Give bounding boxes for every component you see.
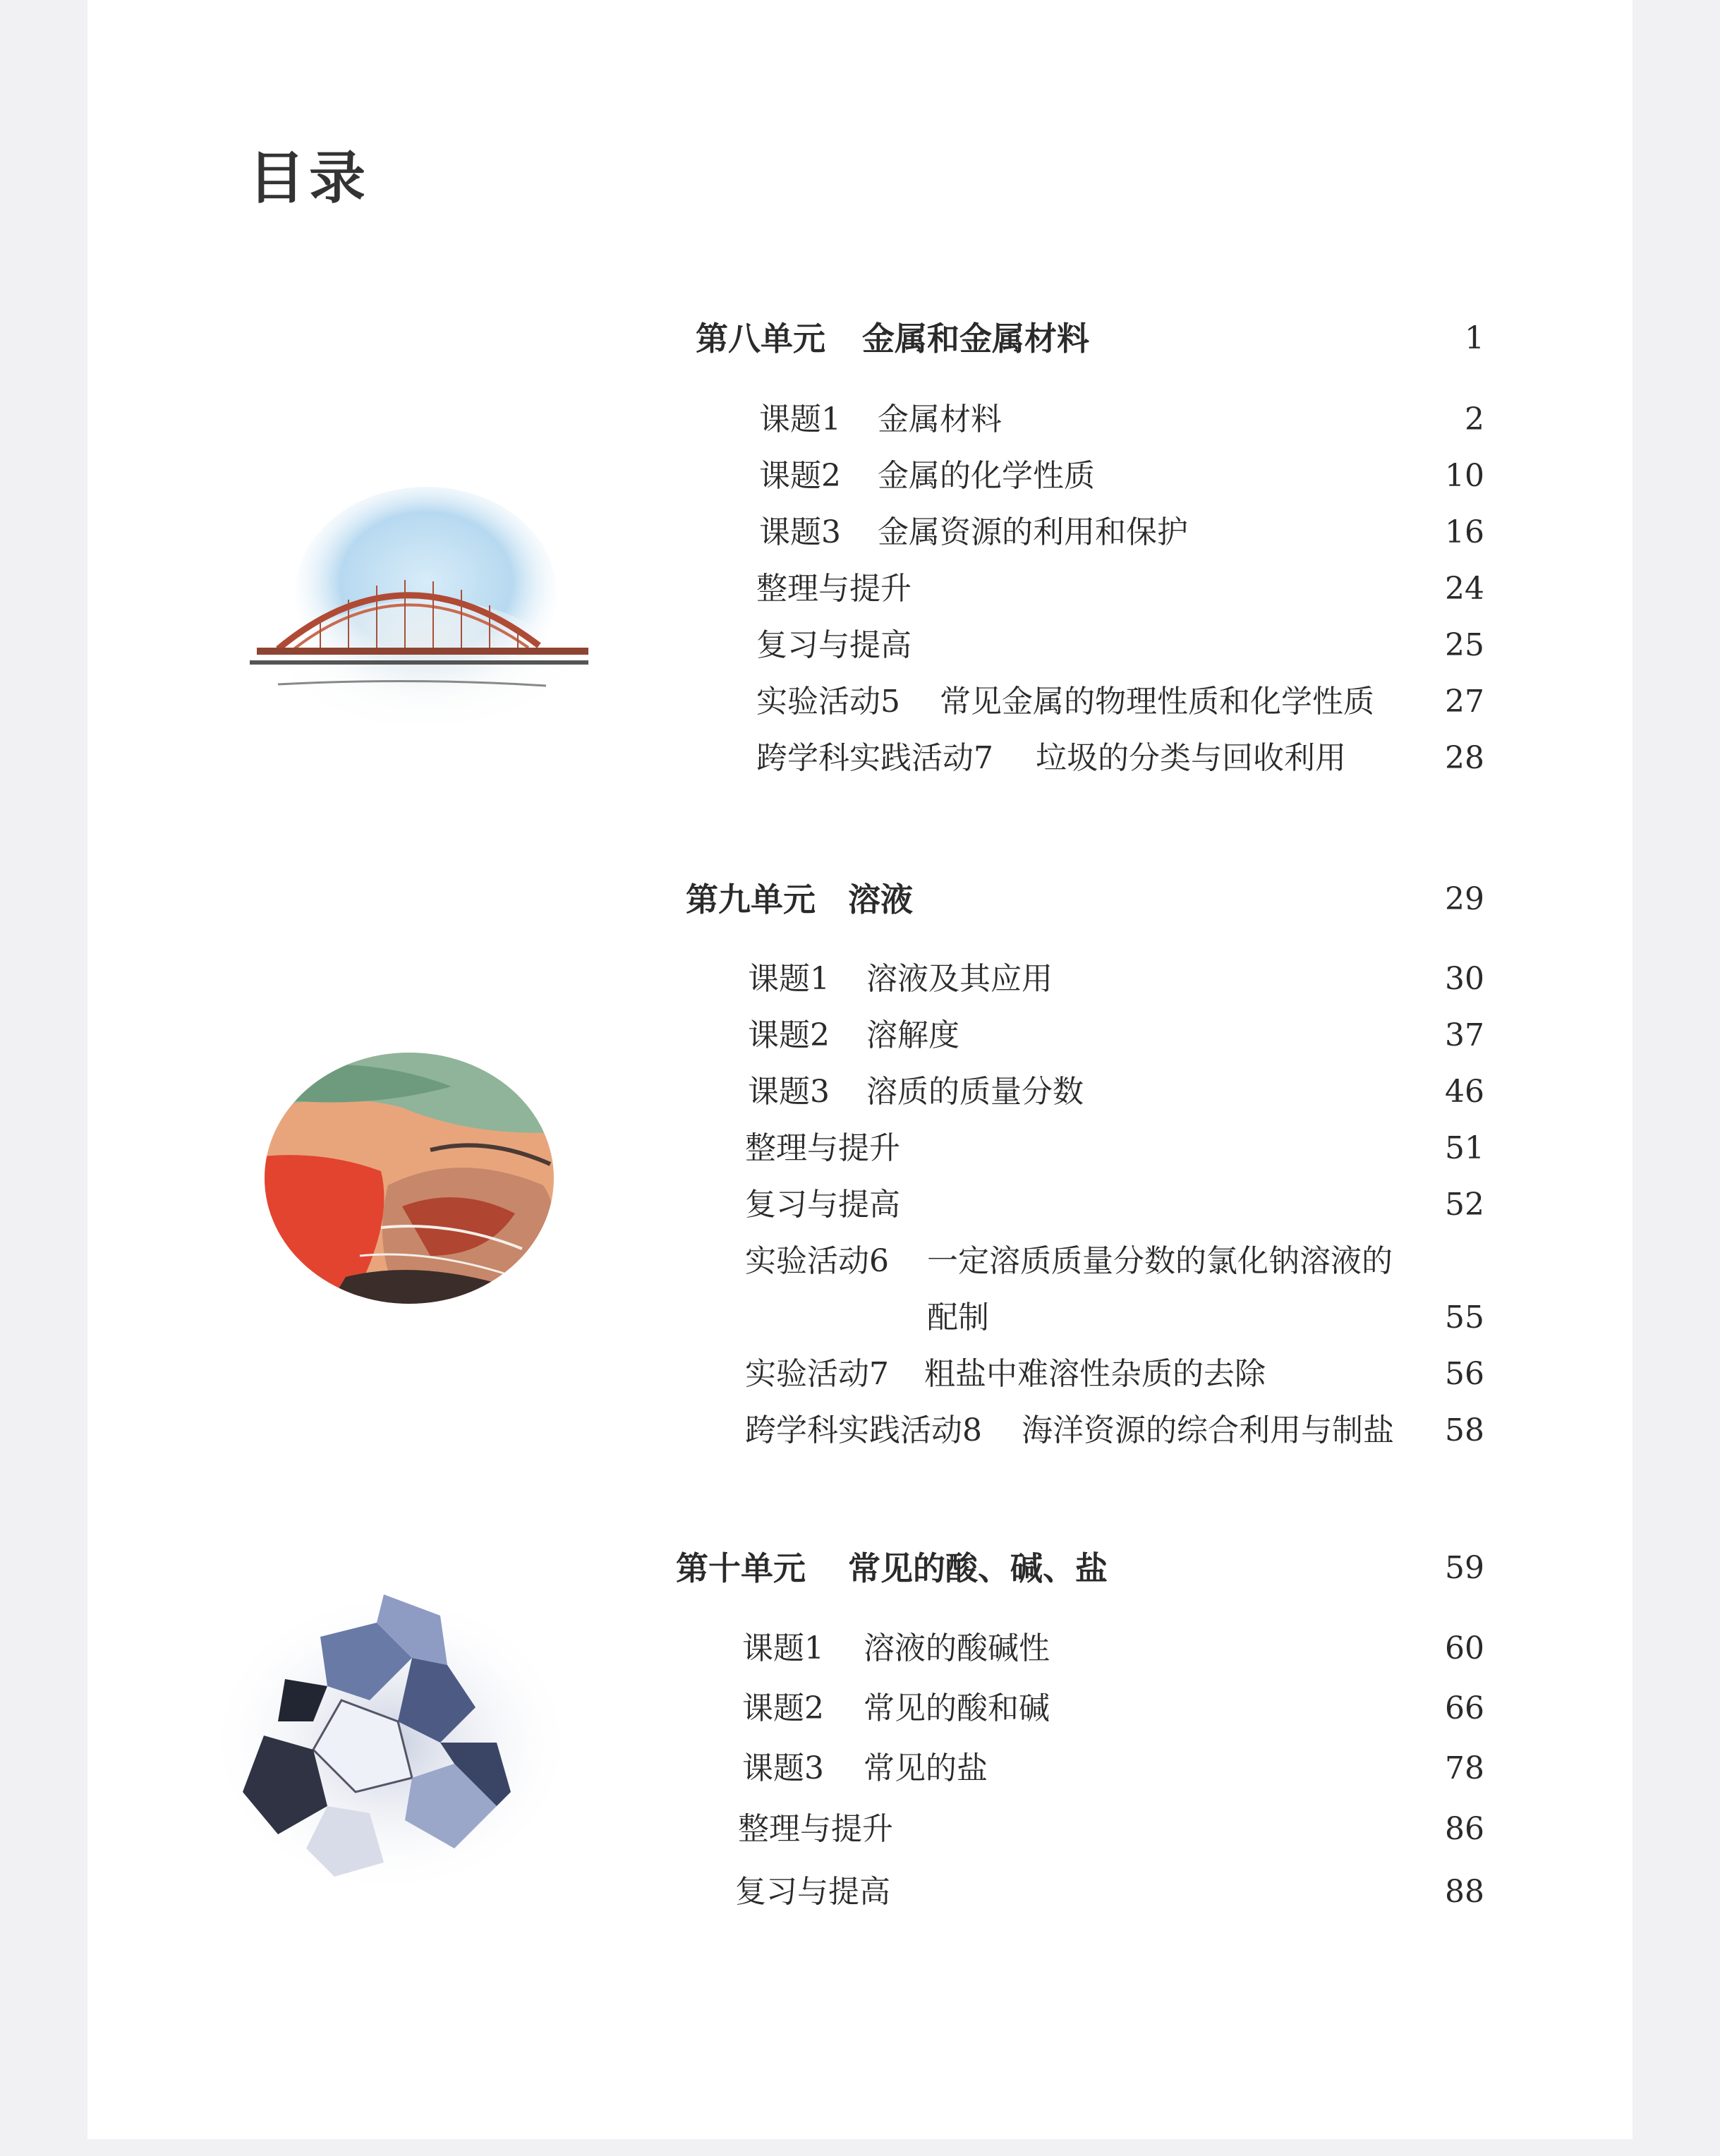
entry-label: 课题3 [748,1074,830,1110]
entry-label: 跨学科实践活动7 [756,740,993,776]
entry-title: 复习与提高 [756,627,912,663]
entry-title: 金属资源的利用和保护 [878,514,1188,550]
entry-title: 整理与提升 [756,571,912,607]
page-number: 88 [1445,1874,1484,1910]
entry-label: 实验活动6 [745,1243,889,1279]
page-number: 55 [1445,1300,1484,1336]
unit-label: 第八单元 [696,320,825,358]
page-number: 1 [1465,320,1484,356]
toc-unit-heading[interactable] [87,871,1633,928]
toc-entry[interactable] [87,1177,1633,1233]
toc-entry[interactable] [87,1680,1633,1737]
toc-entry[interactable] [87,1064,1633,1120]
toc-entry[interactable] [87,1864,1633,1920]
entry-title: 一定溶质质量分数的氯化钠溶液的 [927,1243,1393,1279]
entry-title: 整理与提升 [745,1130,900,1166]
page-number: 10 [1445,458,1484,494]
entry-title: 常见的酸和碱 [864,1690,1050,1726]
entry-title: 配制 [927,1300,989,1336]
page-number: 51 [1445,1130,1484,1166]
entry-title: 溶解度 [866,1017,959,1053]
entry-title: 垃圾的分类与回收利用 [1036,740,1346,776]
entry-title: 常见的盐 [864,1750,988,1786]
page-number: 46 [1445,1074,1484,1110]
entry-title: 整理与提升 [738,1811,893,1847]
toc-entry[interactable] [87,730,1633,787]
entry-title: 溶液的酸碱性 [864,1630,1050,1666]
toc-unit-heading[interactable] [87,1540,1633,1597]
page-number: 66 [1445,1690,1484,1726]
page-number: 16 [1445,514,1484,550]
page-number: 86 [1445,1811,1484,1847]
unit-title: 金属和金属材料 [862,320,1089,358]
toc-entry[interactable] [87,617,1633,674]
toc-entry[interactable] [87,1740,1633,1797]
unit-title: 常见的酸、碱、盐 [848,1549,1108,1587]
unit-label: 第十单元 [676,1549,806,1587]
entry-title: 复习与提高 [735,1874,890,1910]
entry-label: 实验活动5 [756,684,900,720]
toc-entry[interactable] [87,674,1633,730]
page-number: 59 [1445,1550,1484,1586]
toc-entry[interactable] [87,1403,1633,1459]
toc-entry[interactable] [87,392,1633,448]
toc-entry[interactable] [87,561,1633,617]
entry-title: 海洋资源的综合利用与制盐 [1022,1412,1394,1448]
entry-label: 课题1 [742,1630,824,1666]
page-title: 目录 [248,145,370,211]
entry-label: 跨学科实践活动8 [745,1412,982,1448]
page-number: 37 [1445,1017,1484,1053]
entry-label: 课题3 [759,514,841,550]
entry-title: 常见金属的物理性质和化学性质 [940,684,1374,720]
page-number: 56 [1445,1356,1484,1392]
toc-entry[interactable] [87,1801,1633,1858]
page-number: 52 [1445,1187,1484,1223]
entry-label: 课题2 [748,1017,830,1053]
entry-title: 金属材料 [878,401,1002,437]
page-number: 24 [1445,571,1484,607]
entry-title: 溶质的质量分数 [866,1074,1084,1110]
unit-title: 溶液 [848,880,913,919]
book-page [87,0,1633,2139]
unit-label: 第九单元 [686,880,816,919]
entry-label: 实验活动7 [745,1356,889,1392]
toc-entry[interactable] [87,504,1633,561]
entry-label: 课题2 [742,1690,824,1726]
toc-entry[interactable] [87,1120,1633,1177]
page-number: 78 [1445,1750,1484,1786]
page-number: 30 [1445,961,1484,997]
page-number: 28 [1445,740,1484,776]
page-number: 2 [1465,401,1484,437]
entry-label: 课题1 [748,961,830,997]
page-number: 25 [1445,627,1484,663]
entry-title: 金属的化学性质 [878,458,1095,494]
toc-entry[interactable] [87,1290,1633,1346]
toc-entry[interactable] [87,1621,1633,1677]
toc-entry[interactable] [87,951,1633,1007]
entry-label: 课题3 [742,1750,824,1786]
toc-entry[interactable] [87,1007,1633,1064]
page-number: 27 [1445,684,1484,720]
entry-title: 溶液及其应用 [866,961,1053,997]
toc-unit-heading[interactable] [87,310,1633,367]
entry-title: 复习与提高 [745,1187,900,1223]
page-number: 58 [1445,1412,1484,1448]
toc-entry[interactable] [87,1346,1633,1403]
entry-label: 课题2 [759,458,841,494]
toc-entry[interactable] [87,448,1633,504]
toc-entry[interactable] [87,1233,1633,1290]
entry-title: 粗盐中难溶性杂质的去除 [924,1356,1266,1392]
page-number: 60 [1445,1630,1484,1666]
page-number: 29 [1445,881,1484,917]
entry-label: 课题1 [759,401,841,437]
